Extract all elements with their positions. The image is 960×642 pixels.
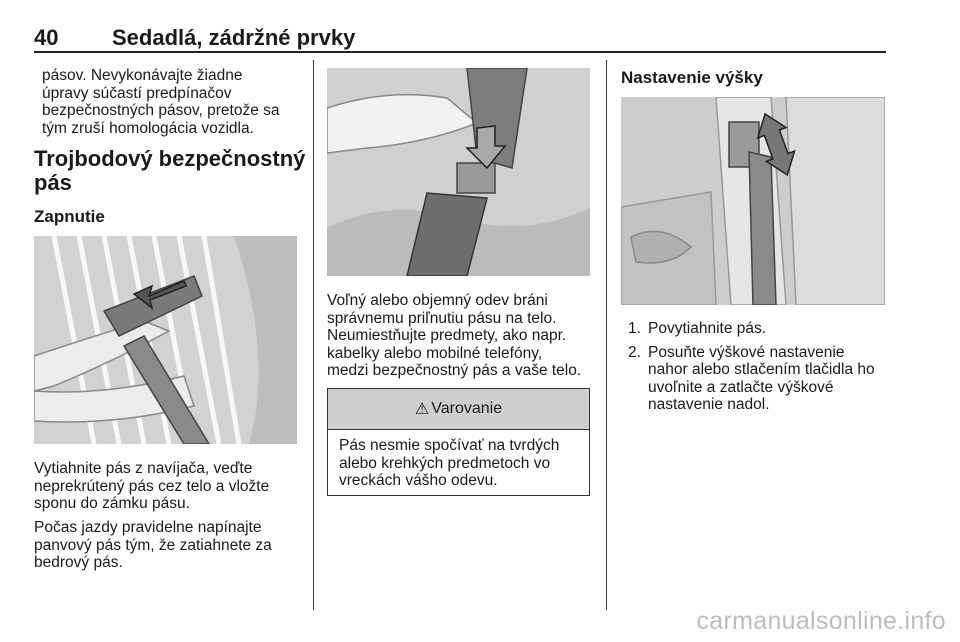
section-heading: Trojbodový bezpečnostný pás: [34, 146, 306, 195]
warning-text: Pás nesmie spočívať na tvrdých alebo krehkých predmetoch vo vreckách vášho odevu.: [339, 437, 560, 489]
chapter-title: Sedadlá, zádržné prvky: [112, 25, 356, 50]
illustration-height-adjuster: [621, 97, 885, 305]
paragraph-fasten: Vytiahnite pás z navíjača, veďte neprekrútený pás cez telo a vložte sponu do zámku pásu.: [34, 460, 270, 512]
step-2: 2. Posuňte výškové nastavenie nahor alebo stlačením tlačidla ho uvoľnite a zatlačte výškové nastavenie nadol.: [628, 343, 875, 413]
page-number: 40: [34, 25, 59, 50]
subsection-heading: Zapnutie: [34, 207, 105, 226]
column-divider-2: [606, 60, 607, 610]
step-1: 1. Povytiahnite pás.: [628, 320, 767, 337]
warning-header: [328, 389, 589, 430]
column-divider-1: [313, 60, 314, 610]
steps-list: [628, 320, 875, 420]
warning-triangle-icon: ⚠: [414, 401, 430, 418]
intro-paragraph: pásov. Nevykonávajte žiadne úpravy súčastí predpínačov bezpečnostných pásov, pretože sa tým zruší homologácia vozidla.: [42, 67, 280, 137]
paragraph-clothing: Voľný alebo objemný odev bráni správnemu priľnutiu pásu na telo. Neumiestňujte predmety, ako napr. kabelky alebo mobilné telefóny, medzi bezpečnostný pás a vaše telo.: [327, 292, 582, 379]
header-rule: [34, 51, 886, 53]
warning-box: [327, 388, 590, 496]
illustration-buckle: [327, 68, 590, 276]
warning-title: Varovanie: [431, 400, 503, 417]
watermark: carmanualsonline.info: [696, 607, 946, 635]
height-adjust-heading: Nastavenie výšky: [621, 68, 763, 87]
paragraph-tighten: Počas jazdy pravidelne napínajte panvový pás tým, že zatiahnete za bedrový pás.: [34, 519, 272, 571]
illustration-fastening-belt: [34, 236, 297, 444]
